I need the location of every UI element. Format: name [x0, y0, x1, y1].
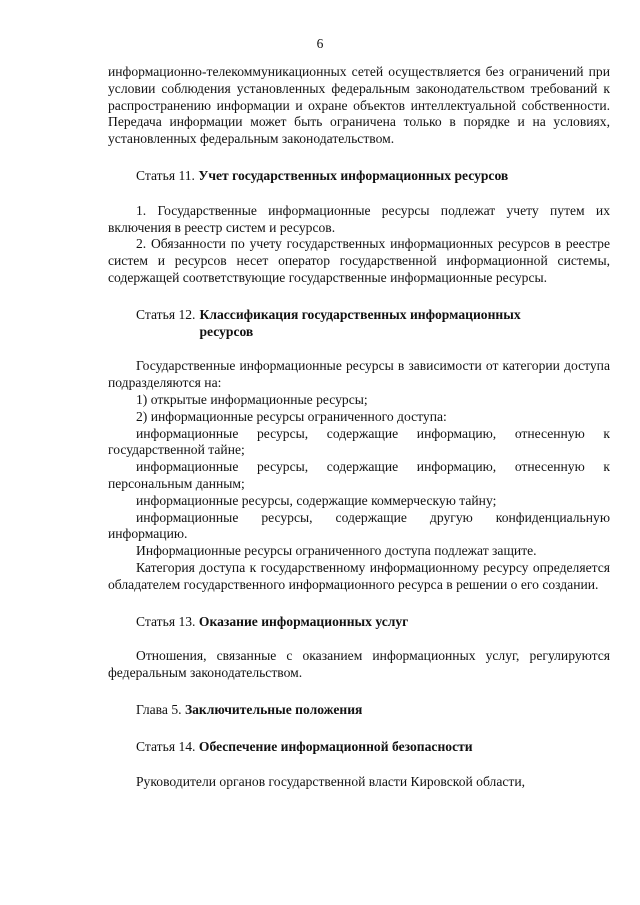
- article-11-heading: [108, 168, 610, 185]
- article-12-item: информационные ресурсы, содержащие информацию, отнесенную к персональным данным;: [108, 459, 610, 491]
- article-13-paragraph-1: Отношения, связанные с оказанием информационных услуг, регулируются федеральным законодательством.: [108, 648, 610, 681]
- article-12-label: Статья 12.: [136, 306, 196, 322]
- article-14-title: Обеспечение информационной безопасности: [198, 738, 473, 754]
- article-12-item: Информационные ресурсы ограниченного доступа подлежат защите.: [136, 543, 537, 559]
- article-11-label: Статья 11.: [136, 167, 195, 183]
- article-12-title: Классификация государственных информационных ресурсов: [199, 306, 521, 339]
- article-12-item: Государственные информационные ресурсы в зависимости от категории доступа подразделяются на:: [108, 358, 610, 391]
- chapter-5-title: Заключительные положения: [184, 701, 363, 717]
- article-12-item: 2) информационные ресурсы ограниченного доступа:: [136, 408, 447, 424]
- article-12-item: 1) открытые информационные ресурсы;: [136, 391, 368, 407]
- article-13-label: Статья 13.: [136, 613, 196, 629]
- article-12-heading: [108, 307, 610, 341]
- chapter-5-label: Глава 5.: [136, 701, 182, 717]
- article-14-heading: [108, 739, 610, 756]
- article-12-item: информационные ресурсы, содержащие информацию, отнесенную к государственной тайне;: [108, 425, 610, 458]
- article-12-item: информационные ресурсы, содержащие коммерческую тайну;: [136, 492, 497, 508]
- article-13-title: Оказание информационных услуг: [198, 613, 409, 629]
- chapter-5-heading: [108, 702, 610, 719]
- article-12-item: Категория доступа к государственному информационному ресурсу определяется обладателем государственного информационного ресурса в решении о его создании.: [108, 559, 610, 592]
- article-14-label: Статья 14.: [136, 738, 196, 754]
- article-11-paragraph-1: 1. Государственные информационные ресурсы подлежат учету путем их включения в реестр систем и ресурсов.: [108, 202, 610, 235]
- article-12-item: информационные ресурсы, содержащие другую конфиденциальную информацию.: [108, 509, 610, 542]
- document-body: [108, 64, 610, 790]
- article-14-paragraph-1: Руководители органов государственной власти Кировской области,: [136, 773, 526, 789]
- page-number: 6: [316, 36, 324, 51]
- intro-paragraph: информационно-телекоммуникационных сетей осуществляется без ограничений при условии соблюдения установленных федеральным законодательством требований к распространению информации и охране объектов интеллектуальной собственности. Передача информации может быть ограничена только в порядке и на условиях, установленных федеральным законодательством.: [108, 64, 610, 147]
- article-11-paragraph-2: 2. Обязанности по учету государственных информационных ресурсов в реестре систем и ресурсов несет оператор государственной информационной системы, содержащей соответствующие государственные информационные ресурсы.: [108, 236, 610, 285]
- article-13-heading: [108, 614, 610, 631]
- article-11-title: Учет государственных информационных ресурсов: [198, 167, 509, 183]
